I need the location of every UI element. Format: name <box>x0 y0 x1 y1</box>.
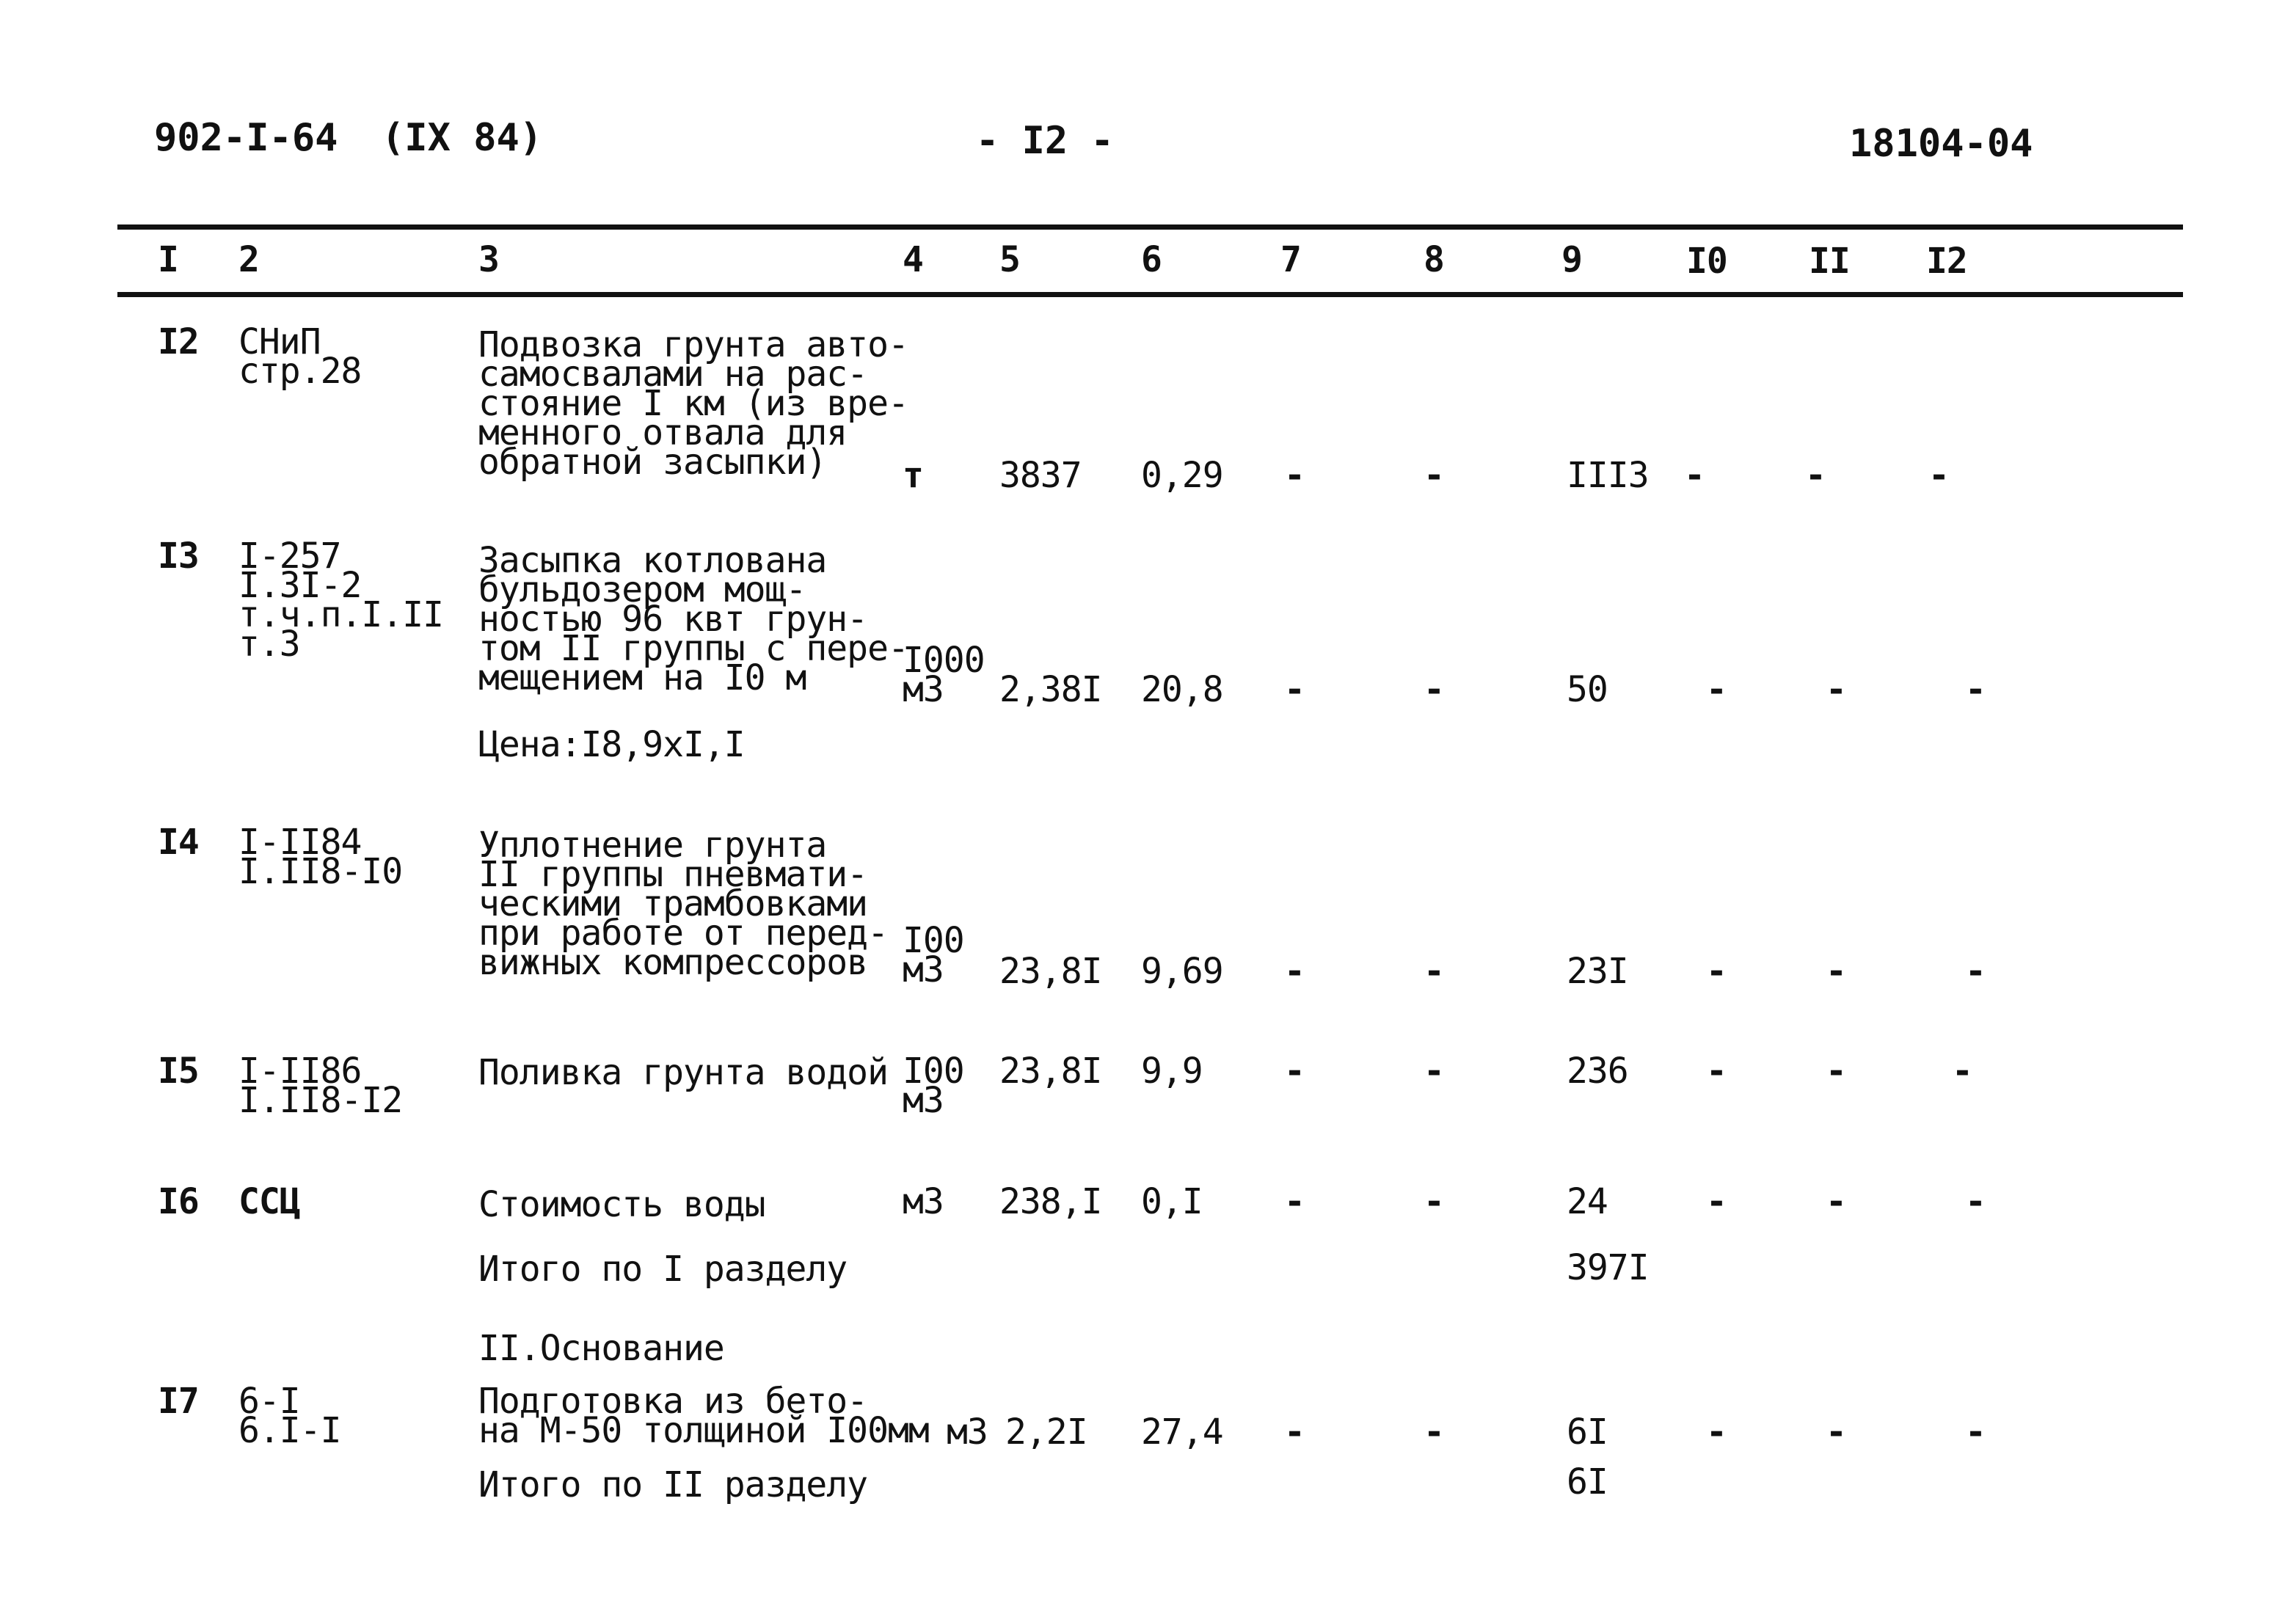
col-12-value: - <box>1965 669 1986 710</box>
archive-number: 18104-04 <box>1849 122 2033 166</box>
section-2-heading: II.Основание <box>478 1328 724 1369</box>
section-1-total-value: 397I <box>1567 1247 1649 1288</box>
col-12-value: - <box>1952 1051 1972 1092</box>
col-10-value: - <box>1706 1412 1727 1453</box>
col-8-value: - <box>1424 1181 1444 1222</box>
row-number: I3 <box>158 536 199 577</box>
unit: I00 м3 <box>903 1051 964 1121</box>
work-description: Поливка грунта водой <box>478 1052 888 1093</box>
total-cost: III3 <box>1567 455 1649 496</box>
unit: I000 м3 <box>903 640 985 710</box>
section-2-total-value: 6I <box>1567 1461 1608 1502</box>
col-8-value: - <box>1424 455 1444 496</box>
quantity: 2,38I <box>999 669 1102 710</box>
total-cost: 23I <box>1567 951 1628 992</box>
document-code: 902-I-64 <box>154 116 338 160</box>
work-description: Засыпка котлована бульдозером мощ- ностью 96 квт грун- том II группы с пере- мещением на I0 м <box>478 540 908 698</box>
column-header: 8 <box>1424 239 1444 280</box>
col-10-value: - <box>1706 1181 1727 1222</box>
col-12-value: - <box>1965 951 1986 992</box>
col-11-value: - <box>1826 1412 1846 1453</box>
col-7-value: - <box>1284 1051 1305 1092</box>
header-top-rule <box>117 224 2183 230</box>
column-header: I2 <box>1926 241 1967 282</box>
row-number: I7 <box>158 1381 199 1422</box>
norm-reference: 6-I 6.I-I <box>238 1381 341 1451</box>
total-cost: 50 <box>1567 669 1608 710</box>
col-7-value: - <box>1284 669 1305 710</box>
col-11-value: - <box>1826 1181 1846 1222</box>
norm-reference: I-II86 I.II8-I2 <box>238 1051 403 1121</box>
col-7-value: - <box>1284 1412 1305 1453</box>
section-2-total-label: Итого по II разделу <box>478 1464 868 1505</box>
norm-reference: I-II84 I.II8-I0 <box>238 822 403 892</box>
section-1-total-label: Итого по I разделу <box>478 1249 848 1290</box>
col-10-value: - <box>1706 669 1727 710</box>
column-header: 7 <box>1280 239 1301 280</box>
column-header: II <box>1809 241 1850 282</box>
unit-price: 0,29 <box>1141 455 1223 496</box>
row-number: I5 <box>158 1051 199 1092</box>
column-header: I <box>158 239 178 280</box>
norm-reference: I-257 I.3I-2 т.ч.п.I.II т.3 <box>238 536 443 665</box>
row-number: I6 <box>158 1181 199 1222</box>
col-12-value: - <box>1965 1181 1986 1222</box>
unit: т <box>903 455 923 496</box>
col-8-value: - <box>1424 1051 1444 1092</box>
quantity: 23,8I <box>999 951 1102 992</box>
col-11-value: - <box>1805 455 1826 496</box>
norm-reference: ССЦ <box>238 1181 300 1222</box>
work-description: Подготовка из бето- на М-50 толщиной I00мм <box>478 1381 929 1451</box>
quantity: 23,8I <box>999 1051 1102 1092</box>
page-number: - I2 - <box>976 119 1114 163</box>
header-bottom-rule <box>117 292 2183 297</box>
total-cost: 6I <box>1567 1412 1608 1453</box>
col-8-value: - <box>1424 951 1444 992</box>
work-description: Подвозка грунта авто- самосвалами на рас- стояние I км (из вре- менного отвала для обратной засыпки) <box>478 324 908 483</box>
col-8-value: - <box>1424 669 1444 710</box>
total-cost: 24 <box>1567 1181 1608 1222</box>
col-8-value: - <box>1424 1412 1444 1453</box>
work-description: Стоимость воды <box>478 1184 765 1225</box>
column-header: 3 <box>478 239 499 280</box>
column-header: 4 <box>903 239 923 280</box>
col-11-value: - <box>1826 669 1846 710</box>
norm-reference: СНиП стр.28 <box>238 321 362 392</box>
unit-price: 0,I <box>1141 1181 1203 1222</box>
row-number: I4 <box>158 822 199 863</box>
unit-price: 27,4 <box>1141 1412 1223 1453</box>
col-10-value: - <box>1706 1051 1727 1092</box>
col-7-value: - <box>1284 1181 1305 1222</box>
row-number: I2 <box>158 321 199 362</box>
col-10-value: - <box>1684 455 1705 496</box>
col-12-value: - <box>1965 1412 1986 1453</box>
col-12-value: - <box>1928 455 1949 496</box>
column-header: 6 <box>1141 239 1162 280</box>
total-cost: 236 <box>1567 1051 1628 1092</box>
quantity: 238,I <box>999 1181 1102 1222</box>
column-header: 9 <box>1561 239 1582 280</box>
column-header: 2 <box>238 239 259 280</box>
col-7-value: - <box>1284 455 1305 496</box>
col-7-value: - <box>1284 951 1305 992</box>
quantity: 2,2I <box>1005 1412 1087 1453</box>
unit: м3 <box>903 1181 944 1222</box>
unit-price: 20,8 <box>1141 669 1223 710</box>
col-11-value: - <box>1826 1051 1846 1092</box>
work-description: Уплотнение грунта II группы пневмати- ческими трамбовками при работе от перед- вижных компрессоров <box>478 825 888 983</box>
unit: I00 м3 <box>903 920 964 990</box>
revision-date: (IX 84) <box>382 116 543 160</box>
column-header: I0 <box>1686 241 1727 282</box>
unit-price: 9,9 <box>1141 1051 1203 1092</box>
unit-price: 9,69 <box>1141 951 1223 992</box>
column-header: 5 <box>999 239 1020 280</box>
unit: м3 <box>947 1412 988 1453</box>
col-11-value: - <box>1826 951 1846 992</box>
col-10-value: - <box>1706 951 1727 992</box>
price-note: Цена:I8,9xI,I <box>478 724 745 765</box>
quantity: 3837 <box>999 455 1082 496</box>
